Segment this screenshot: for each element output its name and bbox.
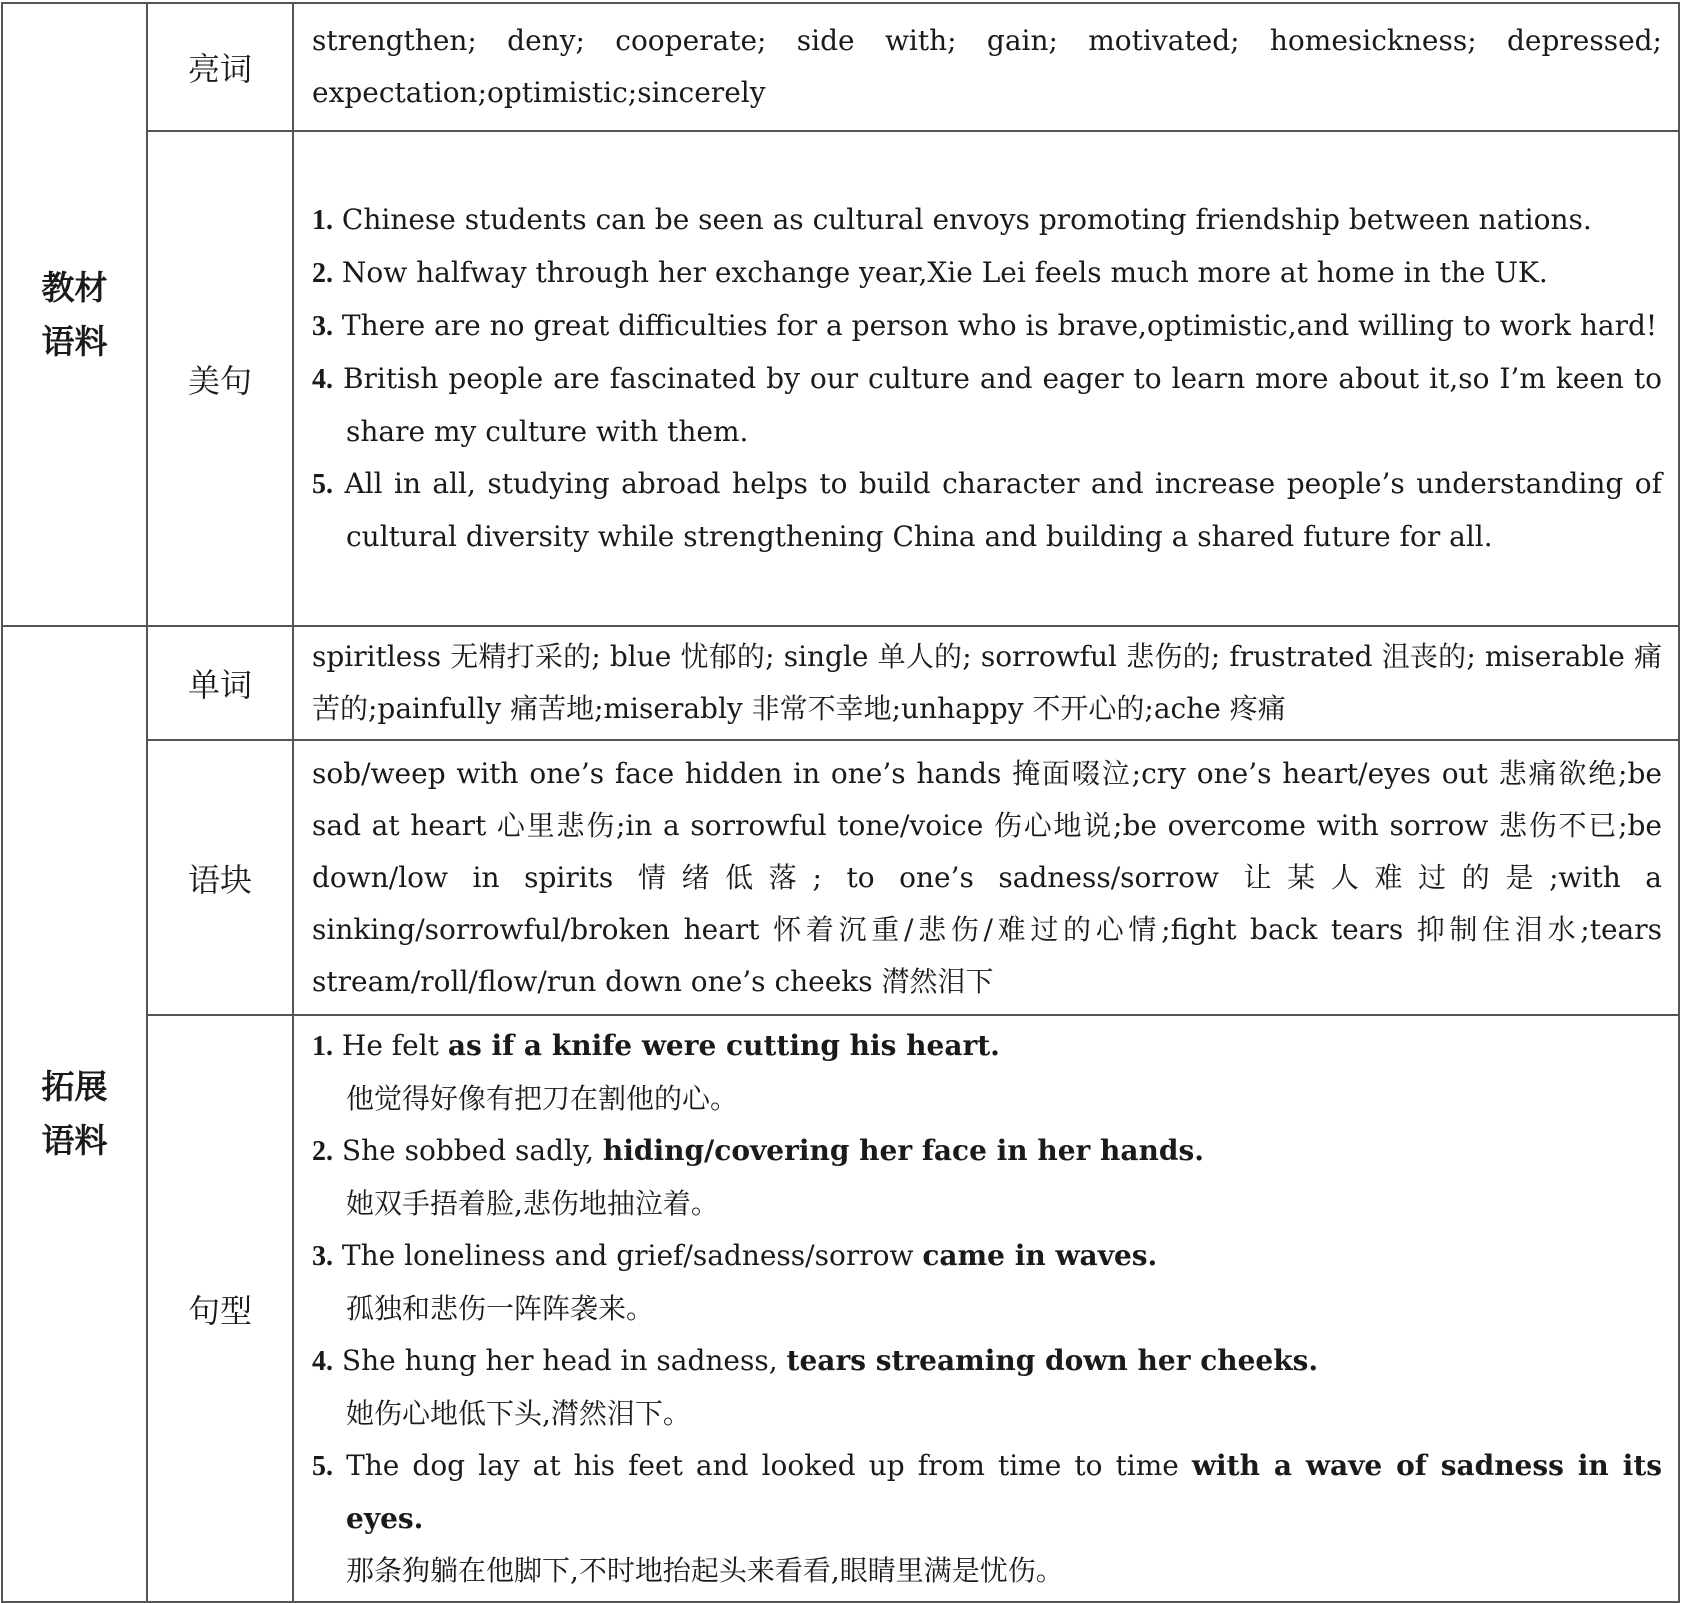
vocab-table <box>1 2 1680 1603</box>
phrase-list: sob/weep with one’s face hidden in one’s hands 掩面啜泣;cry one’s heart/eyes out 悲痛欲绝;be sad at heart 心里悲伤;in a sorrowful tone/voice 伤心地说;be overcome with sorrow 悲伤不已;be down/low in spirits 情绪低落; to one’s sadness/sorrow 让某人难过的是;with a sinking/sorrowful/broken heart 怀着沉重/悲伤/难过的心情;fight back tears 抑制住泪水;tears stream/roll/flow/run down one’s cheeks 潸然泪下 <box>293 740 1679 1015</box>
row-label: 语块 <box>147 740 293 1015</box>
list-item: 5. All in all, studying abroad helps to build character and increase people’s understanding of cultural diversity while strengthening China and building a shared future for all. <box>312 467 1662 553</box>
list-item: 2. Now halfway through her exchange year,Xie Lei feels much more at home in the UK. <box>312 256 1548 289</box>
sentence-list <box>293 131 1679 626</box>
list-item: 2. She sobbed sadly, hiding/covering her face in her hands. <box>312 1134 1204 1167</box>
word-list: spiritless 无精打采的; blue 忧郁的; single 单人的; sorrowful 悲伤的; frustrated 沮丧的; miserable 痛苦的;painfully 痛苦地;miserably 非常不幸地;unhappy 不开心的;ache 疼痛 <box>293 626 1679 740</box>
list-item: 4. British people are fascinated by our culture and eager to learn more about it,so I’m keen to share my culture with them. <box>312 362 1662 448</box>
translation: 那条狗躺在他脚下,不时地抬起头来看看,眼睛里满是忧伤。 <box>346 1554 1064 1587</box>
row-label: 亮词 <box>147 3 293 131</box>
list-item: 1. Chinese students can be seen as cultural envoys promoting friendship between nations. <box>312 203 1592 236</box>
list-item: 3. There are no great difficulties for a person who is brave,optimistic,and willing to work hard! <box>312 309 1658 342</box>
translation: 孤独和悲伤一阵阵袭来。 <box>346 1292 655 1325</box>
list-item: 5. The dog lay at his feet and looked up from time to time with a wave of sadness in its eyes. <box>312 1449 1663 1535</box>
row-label: 美句 <box>147 131 293 626</box>
section-label-extension: 拓展 语料 <box>2 626 147 1602</box>
translation: 她伤心地低下头,潸然泪下。 <box>346 1397 691 1430</box>
translation: 她双手捂着脸,悲伤地抽泣着。 <box>346 1187 719 1220</box>
list-item: 4. She hung her head in sadness, tears streaming down her cheeks. <box>312 1344 1319 1377</box>
list-item: 3. The loneliness and grief/sadness/sorrow came in waves. <box>312 1239 1158 1272</box>
highlight-words: strengthen; deny; cooperate; side with; gain; motivated; homesickness; depressed; expectation;optimistic;sincerely <box>293 3 1679 131</box>
list-item: 1. He felt as if a knife were cutting his heart. <box>312 1029 1000 1062</box>
row-label: 句型 <box>147 1015 293 1602</box>
translation: 他觉得好像有把刀在割他的心。 <box>346 1082 739 1115</box>
section-label-textbook: 教材 语料 <box>2 3 147 626</box>
pattern-list <box>293 1015 1679 1602</box>
row-label: 单词 <box>147 626 293 740</box>
